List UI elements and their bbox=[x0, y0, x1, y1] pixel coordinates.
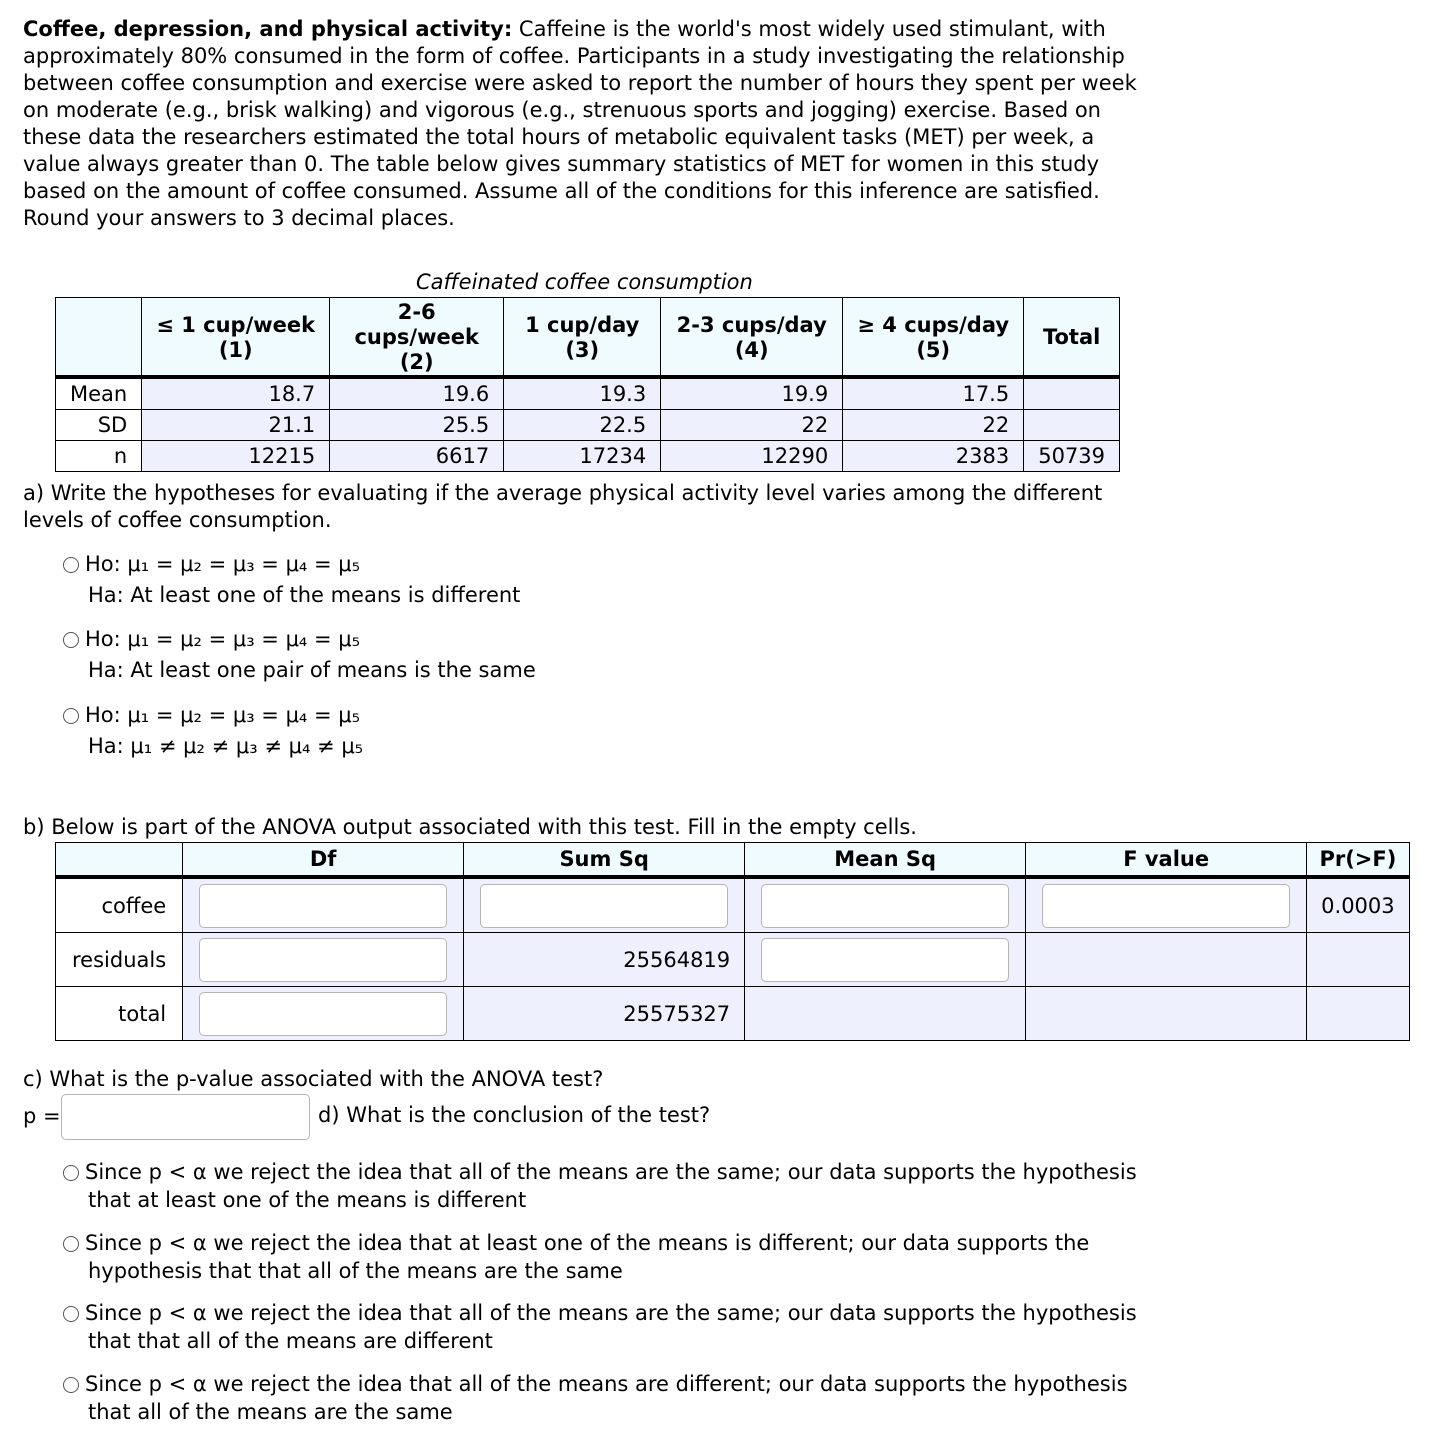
row-label: Mean bbox=[56, 377, 142, 410]
table-cell: 22.5 bbox=[504, 410, 661, 441]
empty-cell bbox=[745, 987, 1026, 1041]
table-cell: 19.9 bbox=[661, 377, 843, 410]
residuals-df-input[interactable] bbox=[199, 938, 447, 982]
table-cell: 22 bbox=[843, 410, 1024, 441]
option-ho-text: Ho: μ₁ = μ₂ = μ₃ = μ₄ = μ₅ bbox=[85, 703, 361, 727]
column-header-pr: Pr(>F) bbox=[1307, 843, 1409, 878]
column-header-total: Total bbox=[1024, 298, 1120, 378]
radio-button[interactable] bbox=[63, 1377, 79, 1393]
anova-row-total bbox=[56, 987, 1410, 1041]
table-row-n bbox=[56, 441, 1120, 472]
hypothesis-option-2[interactable] bbox=[63, 624, 536, 686]
radio-button[interactable] bbox=[63, 1165, 79, 1181]
coffee-mean-sq-input[interactable] bbox=[761, 884, 1009, 928]
column-header: 2-3 cups/day (4) bbox=[661, 298, 843, 378]
radio-button[interactable] bbox=[63, 1236, 79, 1252]
question-c: c) What is the p-value associated with the ANOVA test? bbox=[23, 1067, 604, 1091]
option-text: Since p < α we reject the idea that at least one of the means is different; our data supports the bbox=[85, 1231, 1090, 1255]
column-header: ≥ 4 cups/day (5) bbox=[843, 298, 1024, 378]
anova-table bbox=[55, 842, 1410, 1041]
radio-button[interactable] bbox=[63, 1306, 79, 1322]
empty-cell bbox=[1307, 987, 1409, 1041]
table-cell: 50739 bbox=[1024, 441, 1120, 472]
total-sum-sq-value: 25575327 bbox=[464, 987, 745, 1041]
coffee-f-value-input[interactable] bbox=[1042, 884, 1290, 928]
table-cell: 17.5 bbox=[843, 377, 1024, 410]
table-header-row bbox=[56, 298, 1120, 378]
conclusion-option-2[interactable] bbox=[63, 1229, 1089, 1285]
table-cell: 17234 bbox=[504, 441, 661, 472]
conclusion-option-4[interactable] bbox=[63, 1370, 1128, 1426]
table-caption: Caffeinated coffee consumption bbox=[416, 270, 753, 294]
hypothesis-option-3[interactable] bbox=[63, 700, 363, 762]
empty-cell bbox=[1307, 933, 1409, 987]
radio-button[interactable] bbox=[63, 708, 79, 724]
radio-button[interactable] bbox=[63, 632, 79, 648]
hypothesis-option-1[interactable] bbox=[63, 549, 520, 611]
option-ha-text: Ha: At least one of the means is different bbox=[88, 583, 521, 607]
problem-body: Caffeine is the world's most widely used stimulant, with approximately 80% consumed in the form of coffee. Participants in a study investigating the relationship between coffee consumption and exercise were asked to report the number of hours they spent per week on moderate (e.g., brisk walking) and vigorous (e.g., strenuous sports and jogging) exercise. Based on these data the researchers estimated the total hours of metabolic equivalent tasks (MET) per week, a value always greater than 0. The table below gives summary statistics of MET for women in this study based on the amount of coffee consumed. Assume all of the conditions for this inference are satisfied. Round your answers to 3 decimal places. bbox=[23, 17, 1137, 230]
anova-row-coffee bbox=[56, 877, 1410, 933]
option-ha-text: Ha: μ₁ ≠ μ₂ ≠ μ₃ ≠ μ₄ ≠ μ₅ bbox=[88, 734, 364, 758]
p-value-input[interactable] bbox=[61, 1094, 310, 1140]
option-text-cont: that at least one of the means is different bbox=[88, 1188, 527, 1212]
table-cell: 6617 bbox=[330, 441, 504, 472]
column-header: 1 cup/day (3) bbox=[504, 298, 661, 378]
conclusion-option-3[interactable] bbox=[63, 1299, 1137, 1355]
row-label: n bbox=[56, 441, 142, 472]
anova-header-row bbox=[56, 843, 1410, 878]
corner-cell bbox=[56, 843, 183, 878]
column-header: 2-6 cups/week (2) bbox=[330, 298, 504, 378]
option-ho-text: Ho: μ₁ = μ₂ = μ₃ = μ₄ = μ₅ bbox=[85, 552, 361, 576]
table-cell: 22 bbox=[661, 410, 843, 441]
option-text: Since p < α we reject the idea that all of the means are different; our data supports the hypothesis bbox=[85, 1372, 1128, 1396]
row-label: residuals bbox=[56, 933, 183, 987]
anova-row-residuals bbox=[56, 933, 1410, 987]
p-label: p = bbox=[23, 1104, 61, 1128]
conclusion-option-1[interactable] bbox=[63, 1158, 1137, 1214]
row-label: SD bbox=[56, 410, 142, 441]
table-cell: 25.5 bbox=[330, 410, 504, 441]
question-b: b) Below is part of the ANOVA output associated with this test. Fill in the empty cells. bbox=[23, 815, 917, 839]
residuals-mean-sq-input[interactable] bbox=[761, 938, 1009, 982]
table-cell: 12290 bbox=[661, 441, 843, 472]
table-cell: 19.6 bbox=[330, 377, 504, 410]
corner-cell bbox=[56, 298, 142, 378]
table-cell: 2383 bbox=[843, 441, 1024, 472]
column-header: ≤ 1 cup/week (1) bbox=[142, 298, 330, 378]
radio-button[interactable] bbox=[63, 557, 79, 573]
summary-statistics-table bbox=[55, 297, 1120, 472]
total-df-input[interactable] bbox=[199, 992, 447, 1036]
option-text-cont: hypothesis that that all of the means are the same bbox=[88, 1259, 623, 1283]
problem-intro bbox=[23, 16, 1153, 232]
table-row-sd bbox=[56, 410, 1120, 441]
question-d: d) What is the conclusion of the test? bbox=[318, 1103, 711, 1127]
table-cell: 21.1 bbox=[142, 410, 330, 441]
table-cell: 12215 bbox=[142, 441, 330, 472]
question-a: a) Write the hypotheses for evaluating if the average physical activity level varies among the different levels of coffee consumption. bbox=[23, 481, 1103, 532]
row-label: coffee bbox=[56, 877, 183, 933]
coffee-pr-value: 0.0003 bbox=[1307, 877, 1409, 933]
problem-title: Coffee, depression, and physical activity: bbox=[23, 17, 513, 41]
coffee-df-input[interactable] bbox=[199, 884, 447, 928]
option-text-cont: that all of the means are the same bbox=[88, 1400, 453, 1424]
table-cell: 18.7 bbox=[142, 377, 330, 410]
table-cell bbox=[1024, 410, 1120, 441]
row-label: total bbox=[56, 987, 183, 1041]
option-ho-text: Ho: μ₁ = μ₂ = μ₃ = μ₄ = μ₅ bbox=[85, 627, 361, 651]
option-text-cont: that that all of the means are different bbox=[88, 1329, 493, 1353]
column-header-sum-sq: Sum Sq bbox=[464, 843, 745, 878]
option-ha-text: Ha: At least one pair of means is the same bbox=[88, 658, 536, 682]
empty-cell bbox=[1026, 933, 1307, 987]
table-row-mean bbox=[56, 377, 1120, 410]
empty-cell bbox=[1026, 987, 1307, 1041]
table-cell: 19.3 bbox=[504, 377, 661, 410]
coffee-sum-sq-input[interactable] bbox=[480, 884, 728, 928]
option-text: Since p < α we reject the idea that all of the means are the same; our data supports the hypothesis bbox=[85, 1160, 1137, 1184]
residuals-sum-sq-value: 25564819 bbox=[464, 933, 745, 987]
table-cell bbox=[1024, 377, 1120, 410]
option-text: Since p < α we reject the idea that all of the means are the same; our data supports the hypothesis bbox=[85, 1301, 1137, 1325]
column-header-f-value: F value bbox=[1026, 843, 1307, 878]
column-header-df: Df bbox=[183, 843, 464, 878]
column-header-mean-sq: Mean Sq bbox=[745, 843, 1026, 878]
